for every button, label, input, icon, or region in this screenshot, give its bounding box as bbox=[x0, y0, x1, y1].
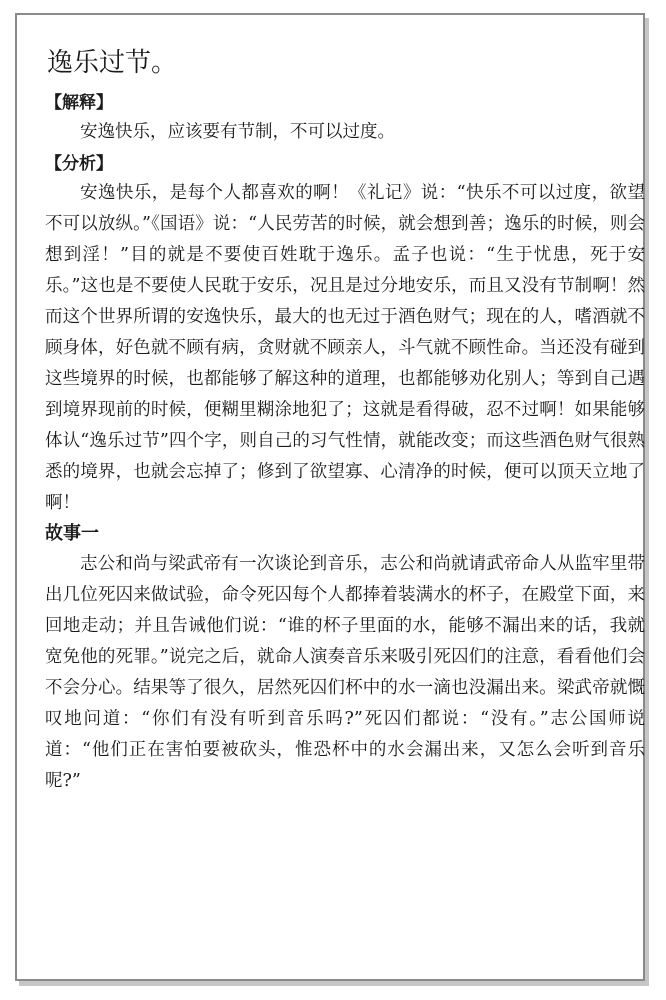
explain-label: 【解释】 bbox=[45, 93, 113, 113]
page-title: 逸乐过节。 bbox=[47, 48, 178, 78]
story-text: 志公和尚与梁武帝有一次谈论到音乐，志公和尚就请武帝命人从监牢里带出几位死囚来做试验，命令死囚每个人都捧着装满水的杯子，在殿堂下面，来回地走动；并且告诫他们说：“谁的杯子里面的水，能够不漏出来的话，我就宽免他的死罪。”说完之后，就命人演奏音乐来吸引死囚们的注意，看看他们会不会分心。结果等了很久，居然死囚们杯中的水一滴也没漏出来。梁武帝就慨叹地问道：“你们有没有听到音乐吗?”死囚们都说：“没有。”志公国师说道：“他们正在害怕要被砍头，惟恐杯中的水会漏出来，又怎么会听到音乐呢?” bbox=[45, 554, 645, 791]
analysis-label: 【分析】 bbox=[45, 154, 113, 174]
analysis-text: 安逸快乐，是每个人都喜欢的啊！《礼记》说：“快乐不可以过度，欲望不可以放纵。”《国语》说：“人民劳苦的时候，就会想到善；逸乐的时候，则会想到淫！”目的就是不要使百姓耽于逸乐。孟子也说：“生于忧患，死于安乐。”这也是不要使人民耽于安乐，况且是过分地安乐，而且又没有节制啊！然而这个世界所谓的安逸快乐，最大的也无过于酒色财气；现在的人，嗜酒就不顾身体，好色就不顾有病，贪财就不顾亲人，斗气就不顾性命。当还没有碰到这些境界的时候，也都能够了解这种的道理，也都能够劝化别人；等到自己遇到境界现前的时候，便糊里糊涂地犯了；这就是看得破，忍不过啊！如果能够体认“逸乐过节”四个字，则自己的习气性情，就能改变；而这些酒色财气很熟悉的境界，也就会忘掉了；修到了欲望寡、心清净的时候，便可以顶天立地了啊！ bbox=[45, 183, 645, 513]
page-frame bbox=[15, 13, 645, 981]
story-title: 故事一 bbox=[45, 523, 99, 544]
page-content bbox=[45, 45, 645, 797]
explain-text: 安逸快乐，应该要有节制，不可以过度。 bbox=[80, 122, 395, 142]
